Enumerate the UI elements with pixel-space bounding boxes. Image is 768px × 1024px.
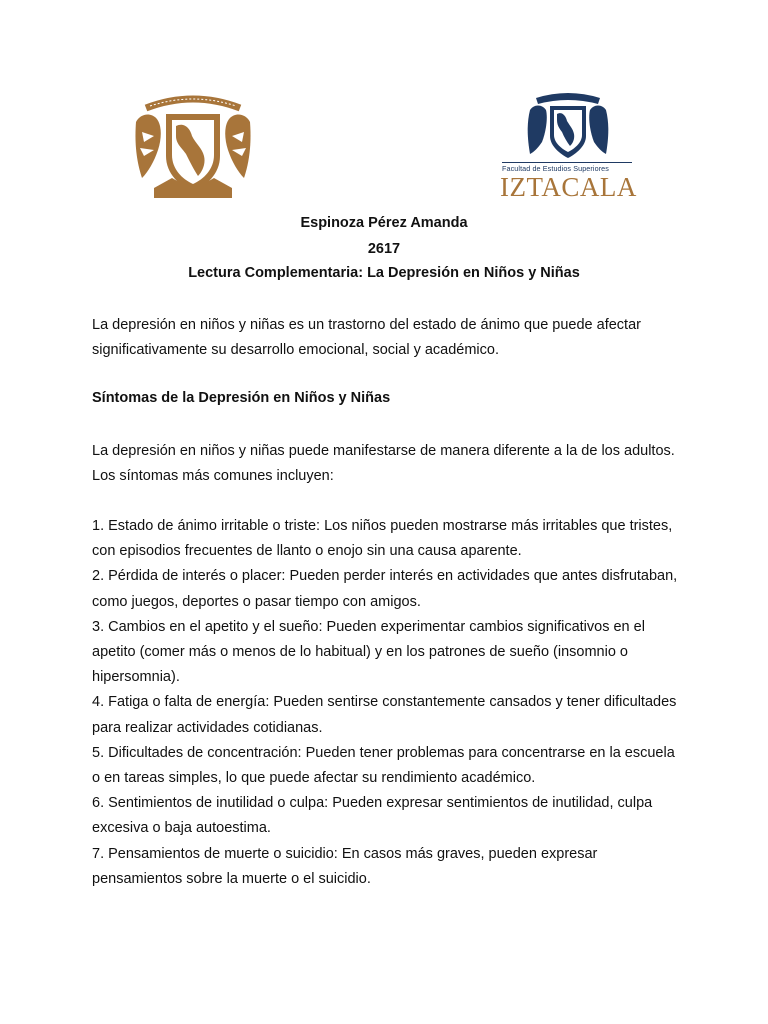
list-item: 2. Pérdida de interés o placer: Pueden perder interés en actividades que antes disfrutaban, como juegos, deportes o pasar tiempo con amigos. — [92, 568, 678, 610]
logo-caption-iztacala: IZTACALA — [500, 172, 637, 202]
list-item: 4. Fatiga o falta de energía: Pueden sentirse constantemente cansados y tener dificultades para realizar actividades cotidianas. — [92, 694, 677, 736]
unam-logo — [132, 92, 254, 202]
fes-iztacala-logo — [500, 92, 636, 204]
list-item: 6. Sentimientos de inutilidad o culpa: Pueden expresar sentimientos de inutilidad, culpa excesiva o baja autoestima. — [92, 795, 653, 837]
section-heading: Síntomas de la Depresión en Niños y Niñas — [92, 390, 391, 406]
list-item: 5. Dificultades de concentración: Pueden tener problemas para concentrarse en la escuela o en tareas simples, lo que puede afectar su rendimiento académico. — [92, 744, 675, 787]
student-id: 2617 — [367, 241, 401, 257]
section-lead-paragraph: La depresión en niños y niñas puede manifestarse de manera diferente a la de los adultos. Los síntomas más comunes incluyen: — [92, 443, 675, 485]
logo-caption-faculty: Facultad de Estudios Superiores — [502, 164, 609, 173]
list-item: 1. Estado de ánimo irritable o triste: Los niños pueden mostrarse más irritables que tristes, con episodios frecuentes de llanto o enojo sin una causa aparente. — [92, 518, 673, 560]
logo-divider — [502, 162, 632, 163]
unam-crest-icon — [132, 92, 254, 202]
list-item: 7. Pensamientos de muerte o suicidio: En casos más graves, pueden expresar pensamientos sobre la muerte o el suicidio. — [92, 845, 598, 887]
document-title: Lectura Complementaria: La Depresión en Niños y Niñas — [188, 265, 580, 281]
list-item: 3. Cambios en el apetito y el sueño: Pueden experimentar cambios significativos en el apetito (comer más o menos de lo habitual) y en los patrones de sueño (insomnio o hipersomnia). — [92, 618, 645, 686]
author-name: Espinoza Pérez Amanda — [300, 215, 468, 231]
unam-crest-icon — [500, 92, 636, 162]
intro-paragraph: La depresión en niños y niñas es un trastorno del estado de ánimo que puede afectar significativamente su desarrollo emocional, social y académico. — [92, 317, 641, 359]
symptoms-list — [92, 514, 682, 892]
